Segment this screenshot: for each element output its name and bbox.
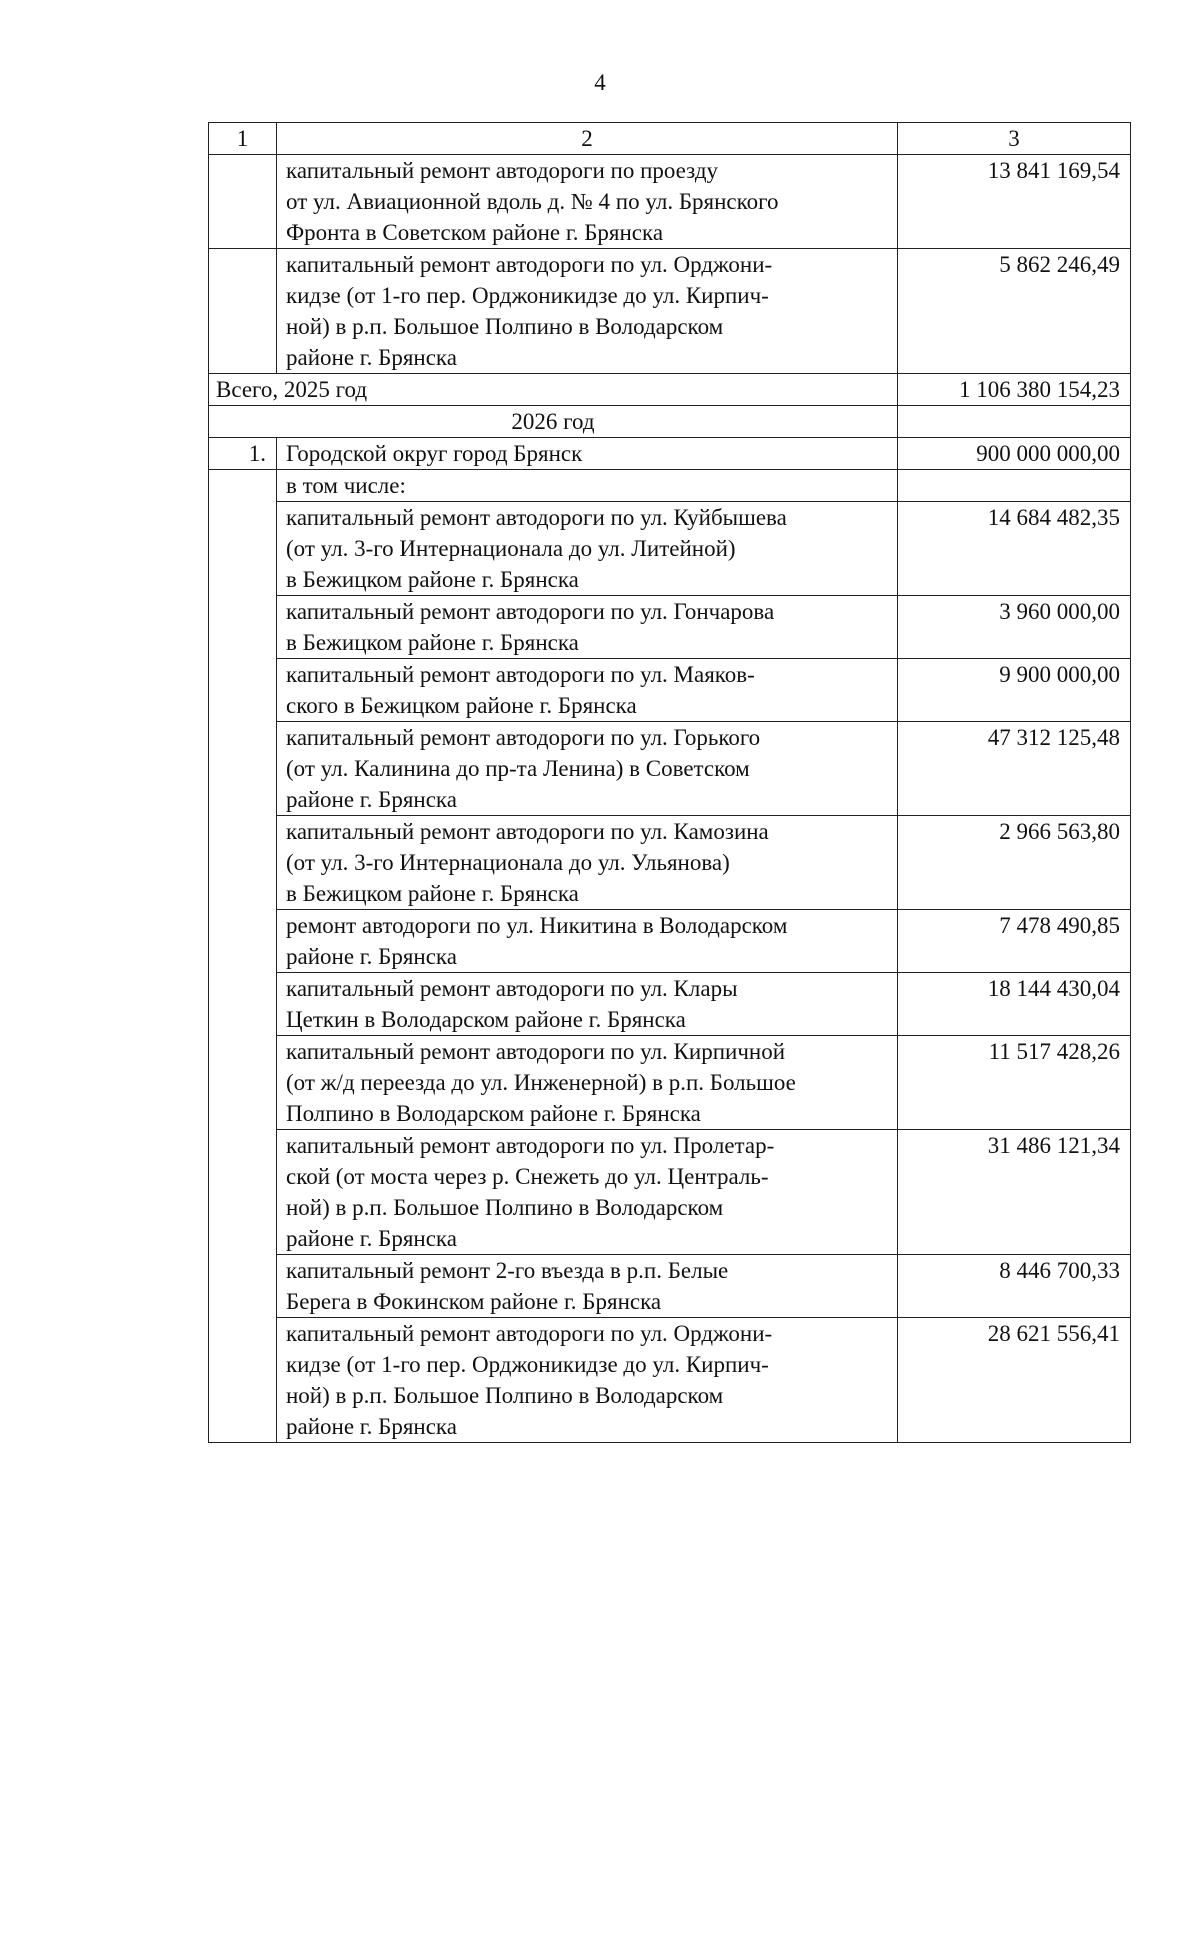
description-line: Берега в Фокинском районе г. Брянска — [286, 1289, 662, 1314]
district-amount: 900 000 000,00 — [898, 438, 1131, 470]
table-row — [209, 249, 1131, 374]
district-number: 1. — [209, 438, 277, 470]
row-number-cell — [209, 596, 277, 659]
row-number-cell — [209, 1036, 277, 1130]
row-amount: 9 900 000,00 — [898, 659, 1131, 722]
row-amount: 7 478 490,85 — [898, 910, 1131, 973]
description-line: капитальный ремонт автодороги по ул. Орджони- — [286, 252, 773, 277]
header-col-2: 2 — [277, 123, 898, 155]
row-description — [277, 1318, 898, 1443]
row-number-cell — [209, 659, 277, 722]
description-line: в Бежицком районе г. Брянска — [286, 881, 579, 906]
description-line: ной) в р.п. Большое Полпино в Володарском — [286, 1383, 724, 1408]
description-line: капитальный ремонт автодороги по ул. Пролетар- — [286, 1133, 775, 1158]
total-2025-amount: 1 106 380 154,23 — [898, 374, 1131, 406]
row-description — [277, 1036, 898, 1130]
row-amount: 8 446 700,33 — [898, 1255, 1131, 1318]
row-amount: 5 862 246,49 — [898, 249, 1131, 374]
description-line: ной) в р.п. Большое Полпино в Володарском — [286, 314, 724, 339]
description-line: капитальный ремонт автодороги по проезду — [286, 158, 719, 183]
table-row — [209, 1255, 1131, 1318]
table-row — [209, 816, 1131, 910]
row-description — [277, 502, 898, 596]
row-number-cell — [209, 1318, 277, 1443]
table-row — [209, 1318, 1131, 1443]
including-row — [209, 470, 1131, 502]
row-description — [277, 973, 898, 1036]
row-description — [277, 596, 898, 659]
row-number-cell — [209, 249, 277, 374]
row-number-cell — [209, 1255, 277, 1318]
description-line: (от ул. 3-го Интернационала до ул. Литейной) — [286, 536, 736, 561]
row-description — [277, 1130, 898, 1255]
table-row — [209, 1036, 1131, 1130]
row-description — [277, 722, 898, 816]
row-amount: 47 312 125,48 — [898, 722, 1131, 816]
description-line: (от ж/д переезда до ул. Инженерной) в р.п. Большое — [286, 1070, 796, 1095]
description-line: капитальный ремонт автодороги по ул. Маяков- — [286, 662, 755, 687]
description-line: в Бежицком районе г. Брянска — [286, 567, 579, 592]
total-2025-row — [209, 374, 1131, 406]
table-row — [209, 596, 1131, 659]
year-2026-label: 2026 год — [209, 406, 898, 438]
description-line: капитальный ремонт автодороги по ул. Горького — [286, 725, 761, 750]
table-row — [209, 502, 1131, 596]
row-amount: 13 841 169,54 — [898, 155, 1131, 249]
page-number: 4 — [594, 70, 606, 95]
description-line: капитальный ремонт 2-го въезда в р.п. Белые — [286, 1258, 729, 1283]
year-2026-amount-empty — [898, 406, 1131, 438]
including-amount-empty — [898, 470, 1131, 502]
row-amount: 2 966 563,80 — [898, 816, 1131, 910]
district-name: Городской округ город Брянск — [277, 438, 898, 470]
description-line: в Бежицком районе г. Брянска — [286, 630, 579, 655]
description-line: ремонт автодороги по ул. Никитина в Володарском — [286, 913, 788, 938]
district-row — [209, 438, 1131, 470]
description-line: капитальный ремонт автодороги по ул. Кирпичной — [286, 1039, 786, 1064]
description-line: Фронта в Советском районе г. Брянска — [286, 220, 664, 245]
description-line: районе г. Брянска — [286, 787, 457, 812]
row-amount: 11 517 428,26 — [898, 1036, 1131, 1130]
table-row — [209, 1130, 1131, 1255]
table-header-row — [209, 123, 1131, 155]
table-row — [209, 155, 1131, 249]
description-line: капитальный ремонт автодороги по ул. Гончарова — [286, 599, 775, 624]
row-number-cell — [209, 722, 277, 816]
description-line: (от ул. Калинина до пр-та Ленина) в Советском — [286, 756, 750, 781]
row-number-cell — [209, 155, 277, 249]
table-row — [209, 659, 1131, 722]
description-line: ской (от моста через р. Снежеть до ул. Централь- — [286, 1164, 769, 1189]
description-line: ского в Бежицком районе г. Брянска — [286, 693, 637, 718]
row-description — [277, 249, 898, 374]
description-line: Полпино в Володарском районе г. Брянска — [286, 1101, 701, 1126]
table-row — [209, 973, 1131, 1036]
row-amount: 18 144 430,04 — [898, 973, 1131, 1036]
header-col-1: 1 — [209, 123, 277, 155]
row-amount: 31 486 121,34 — [898, 1130, 1131, 1255]
row-amount: 3 960 000,00 — [898, 596, 1131, 659]
including-label: в том числе: — [277, 470, 898, 502]
header-col-3: 3 — [898, 123, 1131, 155]
row-amount: 28 621 556,41 — [898, 1318, 1131, 1443]
description-line: капитальный ремонт автодороги по ул. Клары — [286, 976, 738, 1001]
row-description — [277, 816, 898, 910]
row-number-cell — [209, 973, 277, 1036]
total-2025-label: Всего, 2025 год — [209, 374, 898, 406]
table-row — [209, 910, 1131, 973]
row-number-cell — [209, 502, 277, 596]
financing-table — [208, 122, 1131, 1443]
description-line: (от ул. 3-го Интернационала до ул. Ульянова) — [286, 850, 730, 875]
row-description — [277, 659, 898, 722]
description-line: кидзе (от 1-го пер. Орджоникидзе до ул. Кирпич- — [286, 283, 769, 308]
description-line: районе г. Брянска — [286, 1226, 457, 1251]
description-line: ной) в р.п. Большое Полпино в Володарском — [286, 1195, 724, 1220]
row-number-cell — [209, 1130, 277, 1255]
description-line: Цеткин в Володарском районе г. Брянска — [286, 1007, 686, 1032]
description-line: капитальный ремонт автодороги по ул. Куйбышева — [286, 505, 787, 530]
row-description — [277, 1255, 898, 1318]
row-number-cell — [209, 816, 277, 910]
description-line: от ул. Авиационной вдоль д. № 4 по ул. Брянского — [286, 189, 779, 214]
table-row — [209, 722, 1131, 816]
description-line: районе г. Брянска — [286, 944, 457, 969]
row-amount: 14 684 482,35 — [898, 502, 1131, 596]
description-line: капитальный ремонт автодороги по ул. Орджони- — [286, 1321, 773, 1346]
row-number-cell — [209, 910, 277, 973]
row-description — [277, 910, 898, 973]
description-line: районе г. Брянска — [286, 1414, 457, 1439]
year-2026-row — [209, 406, 1131, 438]
row-description — [277, 155, 898, 249]
row-number-cell — [209, 470, 277, 502]
description-line: кидзе (от 1-го пер. Орджоникидзе до ул. Кирпич- — [286, 1352, 769, 1377]
description-line: районе г. Брянска — [286, 345, 457, 370]
description-line: капитальный ремонт автодороги по ул. Камозина — [286, 819, 769, 844]
